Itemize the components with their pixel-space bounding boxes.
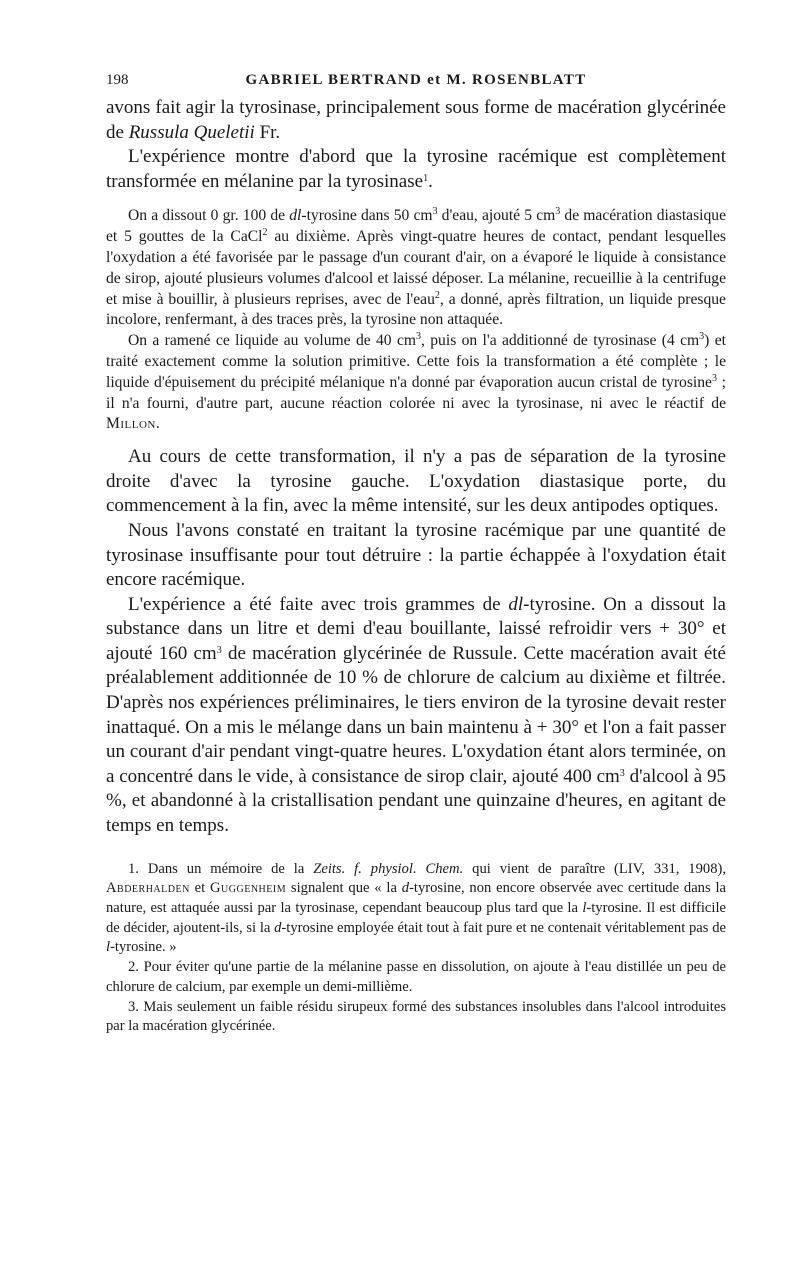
footnote-3: 3. Mais seulement un faible résidu sirupeux formé des substances insolubles dans l'alcool introduites par la macération glycérinée. [106, 998, 726, 1035]
paragraph-3: On a dissout 0 gr. 100 de dl-tyrosine dans 50 $cm^3$ d'eau, ajouté 5 $cm^3$ de macération diastasique et 5 gouttes de la CaCl$^2$ au dixième. Après vingt-quatre heures de contact, pendant lesquelles l'oxydation a été favorisée par le passage d'un courant d'air, on a évaporé le liquide à consistance de sirop, ajouté plusieurs volumes d'alcool et laissé déposer. La mélanine, recueillie à la centrifuge et mise à bouillir, à plusieurs reprises, avec de l'eau$^2$, a donné, après filtration, un liquide presque incolore, renfermant, à des traces près, la tyrosine non attaquée. [106, 206, 727, 329]
author-name-millon: Millon [106, 415, 156, 433]
page-number: 198 [106, 72, 129, 88]
footnote-2: 2. Pour éviter qu'une partie de la mélanine passe en dissolution, on ajoute à l'eau distillée un peu de chlorure de calcium, par exemple un demi-millième. [106, 959, 726, 995]
footnote-ref-3[interactable]: 3 [711, 372, 717, 384]
footnote-ref-1[interactable]: 1 [423, 172, 429, 184]
paragraph-5: Au cours de cette transformation, il n'y a pas de séparation de la tyrosine droite d'avec la tyrosine gauche. L'oxydation diastasique porte, du commencement à la fin, avec la même intensité, sur les deux antipodes optiques. [106, 446, 726, 517]
paragraph-7: L'expérience a été faite avec trois grammes de dl-tyrosine. On a dissout la substance dans un litre et demi d'eau bouillante, laissé refroidir vers + 30° et ajouté 160 $cm^3$ de macération glycérinée de Russule. Cette macération avait été préalablement additionnée de 10 % de chlorure de calcium au dixième et filtrée. D'après nos expériences préliminaires, le tiers environ de la tyrosine devait rester inattaqué. On a mis le mélange dans un bain maintenu à + 30° et l'on a fait passer un courant d'air pendant vingt-quatre heures. L'oxydation étant alors terminée, on a concentré dans le vide, à consistance de sirop clair, ajouté 400 $cm^3$ d'alcool à 95 %, et abandonné à la cristallisation pendant une quinzaine d'heures, en agitant de temps en temps. [106, 593, 727, 837]
paragraph-6: Nous l'avons constaté en traitant la tyrosine racémique par une quantité de tyrosinase insuffisante pour tout détruire : la partie échappée à l'oxydation était encore racémique. [106, 519, 726, 591]
paragraph-2: L'expérience montre d'abord que la tyrosine racémique est complètement transformée en mélanine par la tyrosinase$^1$. [106, 146, 726, 192]
running-title: GABRIEL BERTRAND et M. ROSENBLATT [245, 72, 587, 88]
paragraph-4: On a ramené ce liquide au volume de 40 $cm^3$, puis on l'a additionné de tyrosinase (4 $cm^3$) et traité exactement comme la solution primitive. Cette fois la transformation a été complète ; le liquide d'épuisement du précipité mélanique n'a donné par évaporation aucun cristal de tyrosine$^3$ ; il n'a fourni, d'autre part, aucune réaction colorée ni avec la tyrosinase, ni avec le réactif de Millon. [106, 331, 727, 433]
footnote-ref-2[interactable]: 2 [434, 289, 440, 301]
running-head [106, 70, 726, 96]
paragraph-1: avons fait agir la tyrosinase, principalement sous forme de macération glycérinée de Russula Queletii Fr. [106, 97, 726, 143]
page [106, 70, 726, 1037]
footnote-1: 1. Dans un mémoire de la Zeits. f. physiol. Chem. qui vient de paraître (LIV, 331, 1908), Abderhalden et Guggenheim signalent que « la d-tyrosine, non encore observée avec certitude dans la nature, est attaquée aussi par la tyrosinase, cependant beaucoup plus tard que la l-tyrosine. Il est difficile de décider, ajoutent-ils, si la d-tyrosine employée était tout à fait pure et ne contenait véritablement pas de l-tyrosine. » [106, 860, 727, 956]
species-name: Russula Queletii [128, 121, 255, 143]
footnotes [106, 860, 726, 1037]
